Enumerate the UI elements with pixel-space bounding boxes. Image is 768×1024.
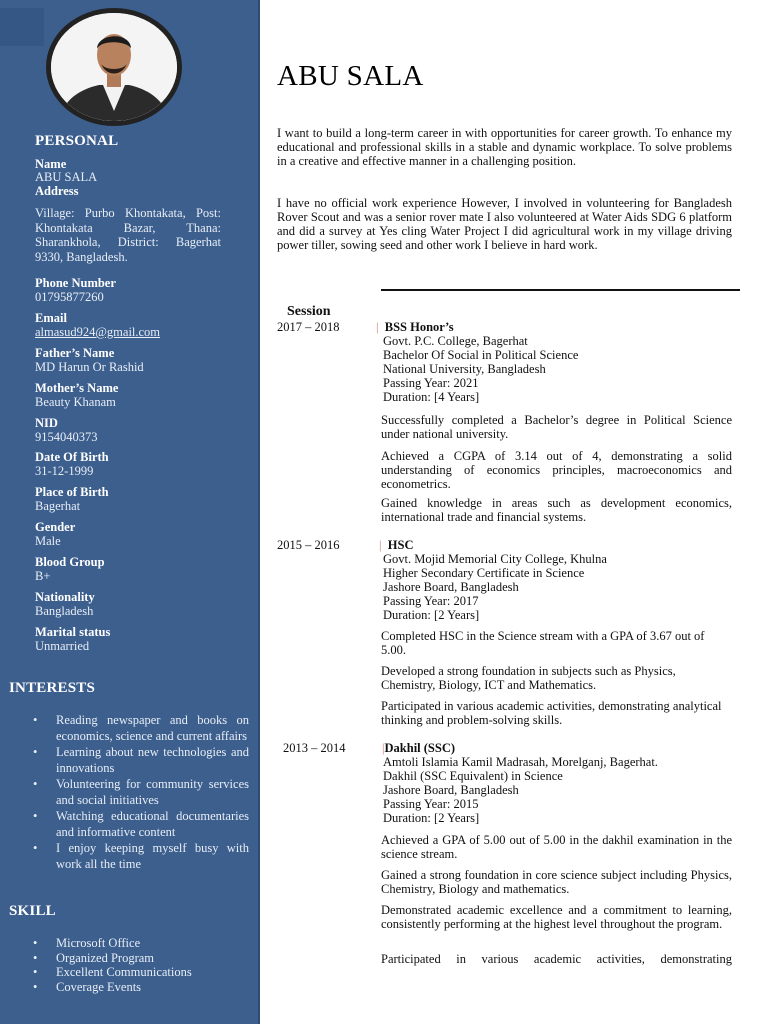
session-years: 2015 – 2016 — [277, 538, 340, 552]
marital-value: Unmarried — [35, 639, 90, 653]
name-value: ABU SALA — [35, 170, 98, 184]
list-item: • I enjoy keeping myself busy with work all the time — [33, 841, 249, 871]
list-item: • Reading newspaper and books on economics, science and current affairs — [33, 713, 249, 743]
email-label: Email — [35, 311, 67, 325]
degree-name: Higher Secondary Certificate in Science — [383, 566, 585, 580]
experience-text: I have no official work experience However, I involved in volunteering for Bangladesh Rover Scout and was a senior rover mate I also volunteered at Water Aids SDG 6 platform and did a survey at Yes cling Water Project I did agricultural work in my village driving power tiller, sowing seed and other work I believe in hard work. — [277, 196, 732, 252]
degree-title: Dakhil (SSC) — [384, 741, 456, 755]
section-rule — [381, 289, 740, 291]
person-photo-icon — [51, 13, 177, 121]
duration: Duration: [2 Years] — [383, 608, 480, 622]
address-label: Address — [35, 184, 79, 198]
list-item: • Learning about new technologies and innovations — [33, 745, 249, 775]
father-label: Father’s Name — [35, 346, 115, 360]
duration: Duration: [4 Years] — [383, 390, 480, 404]
board: Jashore Board, Bangladesh — [383, 580, 519, 594]
education-entry-hsc: | HSC Govt. Mojid Memorial City College, Khulna Higher Secondary Certificate in Science Jashore Board, Bangladesh Passing Year: 2017 Duration: [2 Years] — [379, 538, 607, 622]
page-title: ABU SALA — [277, 60, 424, 92]
gender-value: Male — [35, 534, 61, 548]
degree-name: Dakhil (SSC Equivalent) in Science — [383, 769, 563, 783]
session-heading: Session — [287, 304, 331, 319]
achievement: Gained a strong foundation in core science subject including Physics, Chemistry, Biology and mathematics. — [381, 868, 732, 896]
degree-name: Bachelor Of Social in Political Science — [383, 348, 579, 362]
institution: Govt. P.C. College, Bagerhat — [383, 334, 528, 348]
achievement: Achieved a CGPA of 3.14 out of 4, demonstrating a solid understanding of economics principles, macroeconomics and econometrics. — [381, 449, 732, 491]
list-item: • Volunteering for community services and social initiatives — [33, 777, 249, 807]
blood-value: B+ — [35, 569, 51, 583]
list-item: • Coverage Events — [33, 979, 142, 994]
objective-text: I want to build a long-term career in with opportunities for career growth. To enhance my educational and professional skills in a stable and dynamic workplace. To solve problems in a creative and effective manner in a challenging position. — [277, 126, 732, 168]
achievement: Completed HSC in the Science stream with a GPA of 3.67 out of 5.00. — [381, 629, 705, 657]
email-link[interactable]: almasud924@gmail.com — [35, 325, 161, 339]
mother-label: Mother’s Name — [35, 381, 119, 395]
board: Jashore Board, Bangladesh — [383, 783, 519, 797]
interests-heading: INTERESTS — [9, 680, 96, 696]
nationality-label: Nationality — [35, 590, 95, 604]
achievement: Achieved a GPA of 5.00 out of 5.00 in the dakhil examination in the science stream. — [381, 833, 732, 861]
name-label: Name — [35, 157, 67, 171]
session-years: 2017 – 2018 — [277, 320, 340, 334]
corner-block — [0, 8, 44, 46]
phone-value: 01795877260 — [35, 290, 104, 304]
achievement: Successfully completed a Bachelor’s degree in Political Science under national university. — [381, 413, 732, 441]
dob-label: Date Of Birth — [35, 450, 109, 464]
nid-label: NID — [35, 416, 58, 430]
sidebar — [0, 0, 259, 1024]
institution: Amtoli Islamia Kamil Madrasah, Morelganj, Bagerhat. — [383, 755, 658, 769]
passing-year: Passing Year: 2021 — [383, 376, 479, 390]
achievement: Developed a strong foundation in subjects such as Physics, Chemistry, Biology, ICT and Mathematics. — [381, 664, 676, 692]
duration: Duration: [2 Years] — [383, 811, 480, 825]
interests-list — [33, 712, 249, 872]
board: National University, Bangladesh — [383, 362, 546, 376]
list-item: • Organized Program — [33, 950, 155, 965]
achievement: Gained knowledge in areas such as development economics, international trade and financial systems. — [381, 496, 732, 524]
institution: Govt. Mojid Memorial City College, Khulna — [383, 552, 607, 566]
passing-year: Passing Year: 2015 — [383, 797, 479, 811]
pob-label: Place of Birth — [35, 485, 109, 499]
skill-heading: SKILL — [9, 903, 56, 919]
degree-title: HSC — [387, 538, 414, 552]
personal-heading: PERSONAL — [35, 133, 119, 149]
achievement: Demonstrated academic excellence and a commitment to learning, consistently performing at the highest level throughout the program. — [381, 903, 732, 931]
degree-title: BSS Honor’s — [384, 320, 454, 334]
skills-list — [33, 936, 249, 994]
nationality-value: Bangladesh — [35, 604, 94, 618]
list-item: • Microsoft Office — [33, 936, 141, 950]
address-value: Village: Purbo Khontakata, Post: Khontakata Bazar, Thana: Sharankhola, District: Bagerhat 9330, Bangladesh. — [35, 206, 221, 264]
pob-value: Bagerhat — [35, 499, 81, 513]
list-item: • Excellent Communications — [33, 965, 192, 979]
dob-value: 31-12-1999 — [35, 464, 94, 478]
achievement: Participated in various academic activities, demonstrating — [381, 952, 732, 966]
achievement: Participated in various academic activities, demonstrating analytical thinking and problem-solving skills. — [381, 699, 722, 727]
nid-value: 9154040373 — [35, 430, 98, 444]
mother-value: Beauty Khanam — [35, 395, 116, 409]
gender-label: Gender — [35, 520, 76, 534]
marital-label: Marital status — [35, 625, 111, 639]
list-item: • Watching educational documentaries and informative content — [33, 809, 249, 839]
phone-label: Phone Number — [35, 276, 116, 290]
blood-label: Blood Group — [35, 555, 105, 569]
passing-year: Passing Year: 2017 — [383, 594, 479, 608]
profile-photo — [46, 8, 182, 126]
session-years: 2013 – 2014 — [283, 741, 346, 755]
main-content — [260, 0, 768, 1024]
father-value: MD Harun Or Rashid — [35, 360, 144, 374]
education-entry-bss: | BSS Honor’s Govt. P.C. College, Bagerhat Bachelor Of Social in Political Science National University, Bangladesh Passing Year: 2021 Duration: [4 Years] — [376, 320, 579, 404]
education-entry-dakhil: |Dakhil (SSC) Amtoli Islamia Kamil Madrasah, Morelganj, Bagerhat. Dakhil (SSC Equivalent) in Science Jashore Board, Bangladesh Passing Year: 2015 Duration: [2 Years] — [382, 741, 658, 825]
